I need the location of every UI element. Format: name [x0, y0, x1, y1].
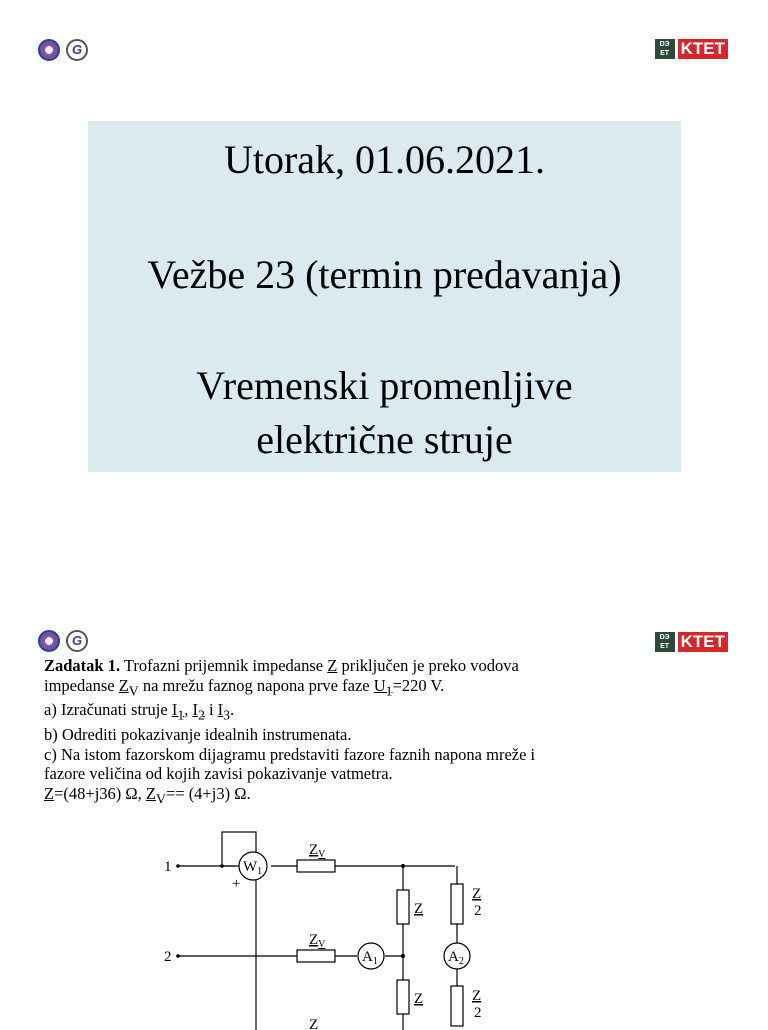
task-line-3: a) Izračunati struje $I_1$, $I_2$ i $I_3$. [44, 700, 235, 723]
ammeter-1-label: $A_1$ [362, 949, 378, 967]
task-line-6: fazore veličina od kojih zavisi pokazivanje vatmetra. [44, 764, 393, 784]
zv-label-3: Z [309, 1017, 319, 1030]
university-seal-icon [38, 39, 60, 61]
university-seal-icon [38, 630, 60, 652]
header-logos-right [655, 632, 728, 652]
ktet-logo: KTET [678, 632, 728, 652]
node-2-label: 2 [164, 949, 172, 965]
lecture-title: Vežbe 23 (termin predavanja) [147, 252, 622, 297]
z-half-den-1: 2 [474, 903, 482, 919]
ammeter-2-label: $A_2$ [448, 949, 464, 967]
zv-label-1: $Z_V$ [309, 842, 326, 860]
z-half-den-2: 2 [474, 1005, 482, 1021]
faculty-logo-icon: G [66, 39, 88, 61]
slide-2 [0, 620, 768, 1030]
department-logo-icon: DЭ ET [655, 39, 675, 59]
z-half-num-2: Z [472, 988, 482, 1004]
header-logos-left [38, 39, 88, 61]
task-line-2: impedanse $Z_V$ na mrežu faznog napona prve faze $U_1=220$ V. [44, 675, 445, 698]
task-text [44, 656, 664, 808]
task-label: Zadatak 1. [44, 656, 121, 675]
task-line-1: Zadatak 1. Trofazni prijemnik impedanse Z priključen je preko vodova [44, 656, 519, 675]
z-half-num-1: Z [472, 886, 482, 902]
task-line-5: c) Na istom fazorskom dijagramu predstaviti fazore faznih napona mreže i [44, 744, 536, 764]
date-title: Utorak, 01.06.2021. [223, 137, 546, 182]
header-logos-right [655, 39, 728, 59]
ktet-logo: KTET [678, 39, 728, 59]
topic-title-line-1: Vremenski promenljive [196, 363, 573, 408]
title-box [88, 121, 681, 472]
z-label-2: Z [414, 991, 424, 1007]
task-line-7: Z=(48+j36) Ω, $Z_V== (4+j3)$ Ω. [44, 783, 251, 806]
department-logo-icon: DЭ ET [655, 632, 675, 652]
faculty-logo-icon: G [66, 630, 88, 652]
task-line-4: b) Odrediti pokazivanje idealnih instrumenata. [44, 725, 352, 745]
topic-title-line-2: električne struje [256, 417, 513, 462]
node-1-label: 1 [164, 859, 172, 875]
three-phase-circuit-diagram [150, 820, 510, 1030]
header-logos-left [38, 630, 88, 652]
wattmeter-label: $W_1$ [243, 859, 263, 877]
zv-label-2: $Z_V$ [309, 932, 326, 950]
wattmeter-plus: + [232, 876, 241, 892]
z-label-1: Z [414, 901, 424, 917]
